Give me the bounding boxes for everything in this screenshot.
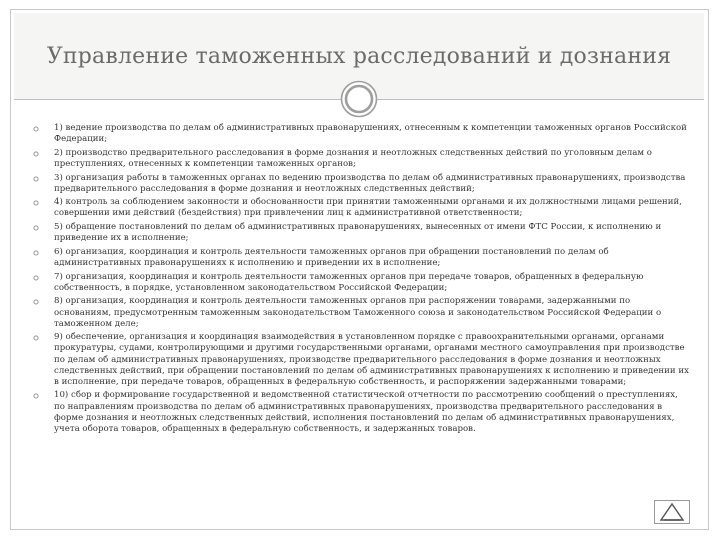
list-item (30, 390, 690, 434)
list-item-text: 7) организация, координация и контроль деятельности таможенных органов при передаче товаров, обращенных в федеральную собственность, в порядке, установленном законодательством Российской Федерации; (54, 271, 644, 293)
list-item-text: 6) организация, координация и контроль деятельности таможенных органов при обращении постановлений по делам об административных правонарушениях к исполнению и приведении их в исполнение; (54, 246, 609, 268)
list-item (30, 332, 690, 387)
list-item (30, 197, 690, 219)
ring-bullet-icon (33, 335, 39, 341)
list-item (30, 173, 690, 195)
ring-bullet-icon (33, 126, 39, 132)
list-item (30, 222, 690, 244)
list-item-text: 3) организация работы в таможенных органах по ведению производства по делам об административных правонарушениях, производства предварительного расследования в форме дознания и неотложных следственных действий; (54, 172, 686, 194)
back-triangle-icon (655, 501, 689, 523)
list-item-text: 9) обеспечение, организация и координация взаимодействия в установленном порядке с правоохранительными органами, органами прокуратуры, судами, контролирующими и другими государственными органами, органами местного самоуправления при производстве по делам об административных правонарушениях, производстве предварительного расследования в форме дознания и неотложных следственных действий, при обращении постановлений по делам об административных правонарушениях к исполнению и приведении их в исполнение, при передаче товаров, обращенных в федеральную собственность, и распоряжении задержанными товарами; (54, 332, 689, 387)
ring-bullet-icon (33, 275, 39, 281)
list-item (30, 123, 690, 145)
ring-bullet-icon (33, 176, 39, 182)
ring-bullet-icon (33, 250, 39, 256)
list-item-text: 2) производство предварительного расследования в форме дознания и неотложных следственных действий по уголовным делам о преступлениях, отнесенных к компетенции таможенных органов; (54, 147, 652, 169)
list-item-text: 1) ведение производства по делам об административных правонарушениях, отнесенным к компетенции таможенных органов Российской Федерации; (54, 123, 687, 145)
ring-bullet-icon (33, 299, 39, 305)
back-button[interactable] (654, 500, 690, 524)
ring-bullet-icon (33, 151, 39, 157)
ring-bullet-icon (33, 393, 39, 399)
ring-bullet-icon (33, 200, 39, 206)
list-item (30, 148, 690, 170)
list-item (30, 247, 690, 269)
slide-title: Управление таможенных расследований и дознания (46, 44, 672, 69)
ring-bullet-icon (33, 225, 39, 231)
list-item-text: 10) сбор и формирование государственной и ведомственной статистической отчетности по рассмотрению сообщений о преступлениях, по направлениям производства по делам об административных правонарушениях, производства предварительного расследования в форме дознания и неотложных следственных действий, исполнения постановлений по делам об административных правонарушениях, учета оборота товаров, обращенных в федеральную собственность, и задержанных товаров. (54, 390, 678, 434)
list-item (30, 272, 690, 294)
content-list (30, 123, 690, 437)
list-item (30, 296, 690, 329)
double-ring-icon (340, 80, 378, 118)
list-item-text: 4) контроль за соблюдением законности и обоснованности при принятии таможенными органами и их должностными лицами решений, совершении ими действий (бездействия) при привлечении лиц к административной ответственности; (54, 197, 682, 219)
list-item-text: 8) организация, координация и контроль деятельности таможенных органов при распоряжении товарами, задержанными по основаниям, предусмотренным таможенным законодательством Таможенного союза и законодательством Российской Федерации о таможенном деле; (54, 296, 662, 329)
list-item-text: 5) обращение постановлений по делам об административных правонарушениях, вынесенных от имени ФТС России, к исполнению и приведение их в исполнение; (54, 222, 662, 244)
